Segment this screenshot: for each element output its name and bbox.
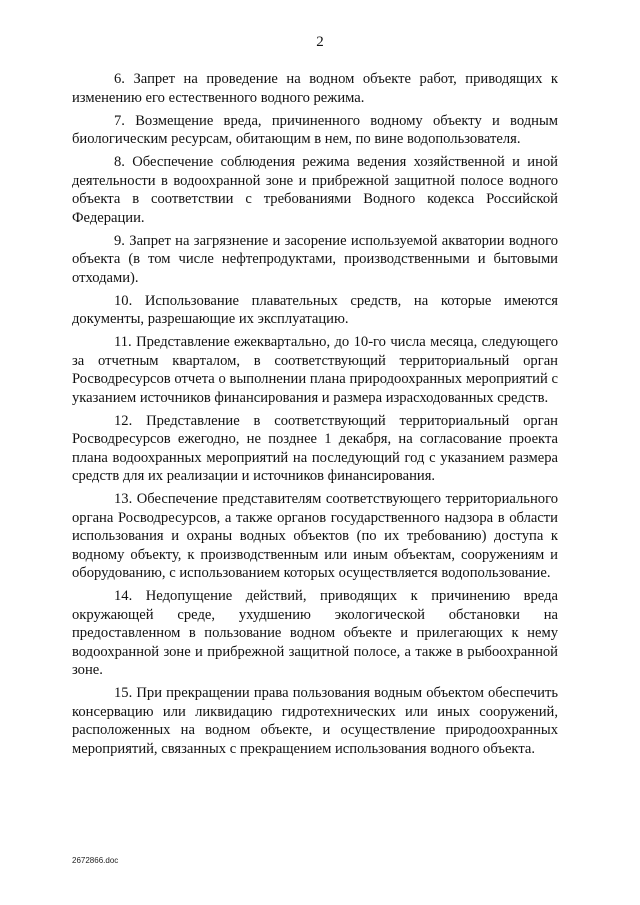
paragraph-13: 13. Обеспечение представителям соответствующего территориального органа Росводресурсов, а также органов государственного надзора в области использования и охраны водных объектов (по их требованию) доступа к водному объекту, к производственным или иным объектам, сооружениям и оборудованию, с использованием которых осуществляется водопользование. — [72, 491, 558, 581]
paragraph-8: 8. Обеспечение соблюдения режима ведения хозяйственной и иной деятельности в водоохранной зоне и прибрежной защитной полосе водного объекта в соответствии с требованиями Водного кодекса Российской Федерации. — [72, 154, 558, 226]
page-number: 2 — [316, 34, 324, 50]
paragraph-14: 14. Недопущение действий, приводящих к причинению вреда окружающей среде, ухудшению экологической обстановки на предоставленном в пользование водном объекте и прилегающих к нему водоохранной зоне и прибрежной защитной полосе, а также в рыбоохранной зоне. — [72, 588, 558, 678]
paragraph-15: 15. При прекращении права пользования водным объектом обеспечить консервацию или ликвидацию гидротехнических или иных сооружений, расположенных на водном объекте, и осуществление природоохранных мероприятий, связанных с прекращением использования водного объекта. — [72, 685, 558, 757]
paragraph-11: 11. Представление ежеквартально, до 10-го числа месяца, следующего за отчетным кварталом, в соответствующий территориальный орган Росводресурсов отчета о выполнении плана природоохранных мероприятий с указанием источников финансирования и размера израсходованных средств. — [72, 334, 558, 406]
document-footer-filename: 2672866.doc — [72, 856, 119, 865]
document-body — [72, 70, 558, 763]
paragraph-9: 9. Запрет на загрязнение и засорение используемой акватории водного объекта (в том числе нефтепродуктами, производственными и бытовыми отходами). — [72, 232, 558, 286]
paragraph-6: 6. Запрет на проведение на водном объекте работ, приводящих к изменению его естественного водного режима. — [72, 71, 558, 106]
paragraph-7: 7. Возмещение вреда, причиненного водному объекту и водным биологическим ресурсам, обитающим в нем, по вине водопользователя. — [72, 112, 558, 147]
paragraph-10: 10. Использование плавательных средств, на которые имеются документы, разрешающие их эксплуатацию. — [72, 292, 558, 327]
paragraph-12: 12. Представление в соответствующий территориальный орган Росводресурсов ежегодно, не позднее 1 декабря, на согласование проекта плана водоохранных мероприятий на последующий год с указанием размера средств для их реализации и источников финансирования. — [72, 412, 558, 484]
